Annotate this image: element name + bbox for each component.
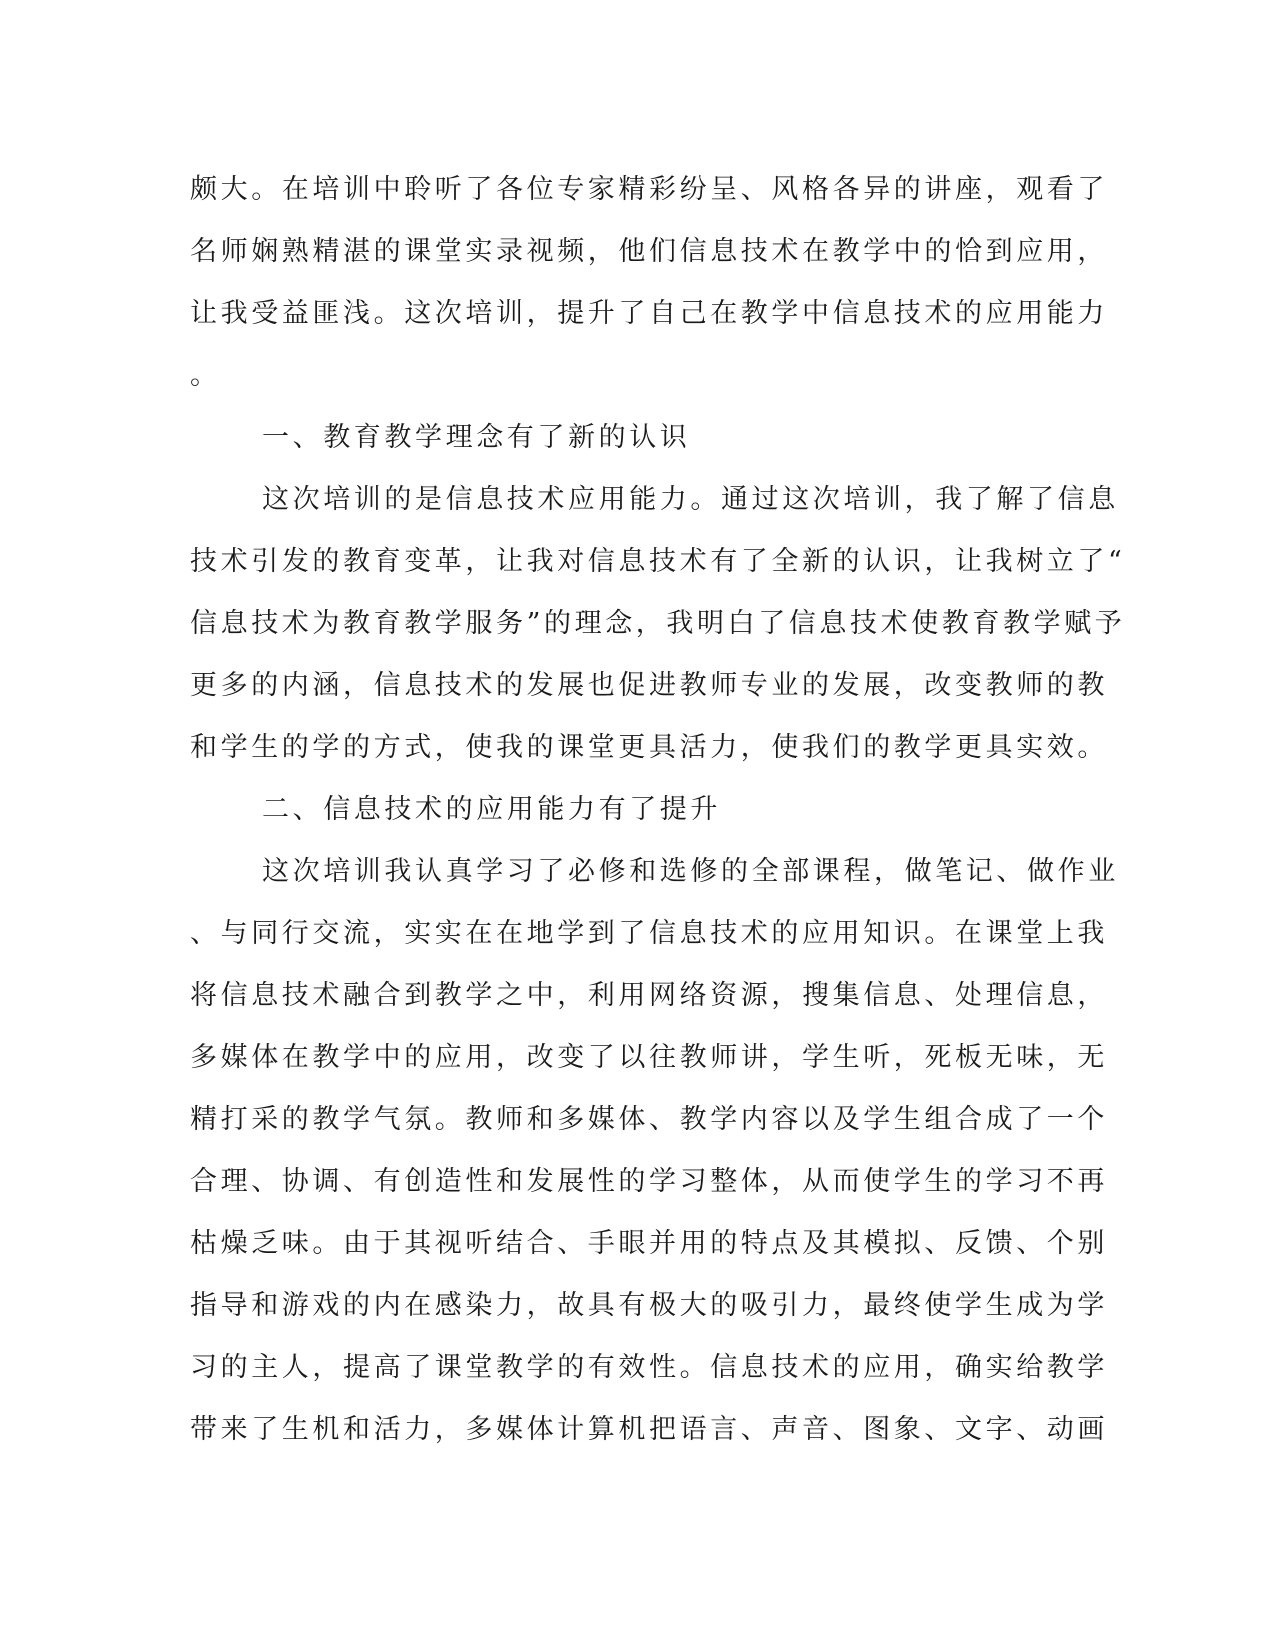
paragraph-line: 技术引发的教育变革，让我对信息技术有了全新的认识，让我树立了“ bbox=[190, 546, 1126, 577]
paragraph-line: 信息技术为教育教学服务”的理念，我明白了信息技术使教育教学赋予 bbox=[190, 608, 1126, 639]
paragraph-line: 颇大。在培训中聆听了各位专家精彩纷呈、风格各异的讲座，观看了 bbox=[190, 174, 1108, 205]
paragraph-line: 这次培训的是信息技术应用能力。通过这次培训，我了解了信息 bbox=[262, 484, 1119, 515]
paragraph-line: 将信息技术融合到教学之中，利用网络资源，搜集信息、处理信息， bbox=[190, 980, 1108, 1011]
paragraph-line: 和学生的学的方式，使我的课堂更具活力，使我们的教学更具实效。 bbox=[190, 732, 1108, 763]
paragraph-line: 更多的内涵，信息技术的发展也促进教师专业的发展，改变教师的教 bbox=[190, 670, 1108, 701]
paragraph-line: 、与同行交流，实实在在地学到了信息技术的应用知识。在课堂上我 bbox=[190, 918, 1108, 949]
paragraph-line: 多媒体在教学中的应用，改变了以往教师讲，学生听，死板无味，无 bbox=[190, 1042, 1108, 1073]
paragraph-line: 让我受益匪浅。这次培训，提升了自己在教学中信息技术的应用能力 bbox=[190, 298, 1108, 329]
paragraph-line: 名师娴熟精湛的课堂实录视频，他们信息技术在教学中的恰到应用， bbox=[190, 236, 1108, 267]
paragraph-line: 枯燥乏味。由于其视听结合、手眼并用的特点及其模拟、反馈、个别 bbox=[190, 1228, 1108, 1259]
paragraph-line: 精打采的教学气氛。教师和多媒体、教学内容以及学生组合成了一个 bbox=[190, 1104, 1108, 1135]
section-heading-1: 一、教育教学理念有了新的认识 bbox=[262, 422, 691, 453]
paragraph-line: 合理、协调、有创造性和发展性的学习整体，从而使学生的学习不再 bbox=[190, 1166, 1108, 1197]
paragraph-line: 这次培训我认真学习了必修和选修的全部课程，做笔记、做作业 bbox=[262, 856, 1119, 887]
paragraph-line: 习的主人，提高了课堂教学的有效性。信息技术的应用，确实给教学 bbox=[190, 1352, 1108, 1383]
paragraph-line: 指导和游戏的内在感染力，故具有极大的吸引力，最终使学生成为学 bbox=[190, 1290, 1108, 1321]
paragraph-line: 带来了生机和活力，多媒体计算机把语言、声音、图象、文字、动画 bbox=[190, 1414, 1108, 1445]
paragraph-line: 。 bbox=[190, 360, 221, 391]
section-heading-2: 二、信息技术的应用能力有了提升 bbox=[262, 794, 721, 825]
